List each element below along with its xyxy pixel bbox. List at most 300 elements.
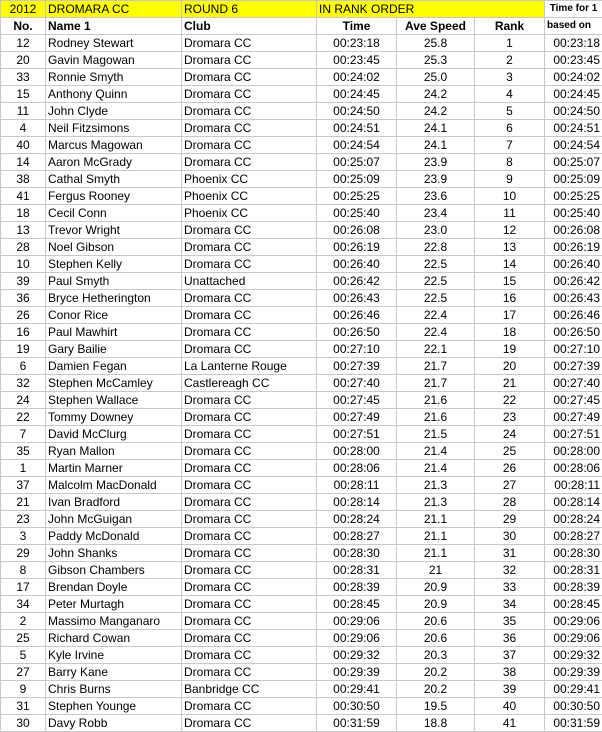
cell-name[interactable]: John Clyde [46,103,182,120]
cell-club[interactable]: Dromara CC [182,494,317,511]
cell-time[interactable]: 00:28:06 [317,460,397,477]
cell-side-time[interactable]: 00:27:51 [545,426,602,443]
cell-club[interactable]: Dromara CC [182,35,317,52]
header-speed[interactable]: Ave Speed [397,18,475,35]
cell-no[interactable]: 9 [1,681,46,698]
cell-speed[interactable]: 23.6 [397,188,475,205]
cell-rank[interactable]: 20 [475,358,545,375]
cell-no[interactable]: 11 [1,103,46,120]
cell-club[interactable]: Dromara CC [182,290,317,307]
cell-no[interactable]: 13 [1,222,46,239]
cell-time[interactable]: 00:24:02 [317,69,397,86]
cell-speed[interactable]: 21.6 [397,409,475,426]
cell-side-time[interactable]: 00:28:00 [545,443,602,460]
cell-name[interactable]: John McGuigan [46,511,182,528]
cell-rank[interactable]: 41 [475,715,545,732]
cell-club[interactable]: Dromara CC [182,528,317,545]
cell-side-time[interactable]: 00:26:43 [545,290,602,307]
cell-speed[interactable]: 24.2 [397,103,475,120]
cell-rank[interactable]: 24 [475,426,545,443]
cell-name[interactable]: David McClurg [46,426,182,443]
header-name[interactable]: Name 1 [46,18,182,35]
cell-no[interactable]: 27 [1,664,46,681]
cell-rank[interactable]: 28 [475,494,545,511]
cell-side-time[interactable]: 00:27:40 [545,375,602,392]
cell-side-time[interactable]: 00:24:51 [545,120,602,137]
cell-club[interactable]: La Lanterne Rouge [182,358,317,375]
cell-name[interactable]: Rodney Stewart [46,35,182,52]
cell-speed[interactable]: 23.0 [397,222,475,239]
cell-no[interactable]: 5 [1,647,46,664]
cell-time[interactable]: 00:28:30 [317,545,397,562]
cell-time[interactable]: 00:25:07 [317,154,397,171]
cell-side-time[interactable]: 00:29:41 [545,681,602,698]
cell-name[interactable]: Peter Murtagh [46,596,182,613]
cell-speed[interactable]: 19.5 [397,698,475,715]
cell-side-time[interactable]: 00:24:45 [545,86,602,103]
cell-side-time[interactable]: 00:26:50 [545,324,602,341]
cell-side-time[interactable]: 00:31:59 [545,715,602,732]
cell-side-time[interactable]: 00:28:06 [545,460,602,477]
cell-side-time[interactable]: 00:28:30 [545,545,602,562]
cell-name[interactable]: Brendan Doyle [46,579,182,596]
cell-time[interactable]: 00:24:50 [317,103,397,120]
cell-no[interactable]: 21 [1,494,46,511]
cell-name[interactable]: Paul Smyth [46,273,182,290]
cell-no[interactable]: 22 [1,409,46,426]
cell-time[interactable]: 00:26:50 [317,324,397,341]
cell-side-time[interactable]: 00:27:10 [545,341,602,358]
cell-speed[interactable]: 21.5 [397,426,475,443]
cell-name[interactable]: Gavin Magowan [46,52,182,69]
cell-rank[interactable]: 6 [475,120,545,137]
cell-time[interactable]: 00:24:54 [317,137,397,154]
cell-no[interactable]: 28 [1,239,46,256]
cell-side-time[interactable]: 00:26:19 [545,239,602,256]
cell-rank[interactable]: 27 [475,477,545,494]
cell-side-time[interactable]: 00:25:07 [545,154,602,171]
cell-club[interactable]: Dromara CC [182,647,317,664]
title-round[interactable]: ROUND 6 [182,1,317,18]
cell-club[interactable]: Dromara CC [182,596,317,613]
cell-side-time[interactable]: 00:27:49 [545,409,602,426]
cell-no[interactable]: 29 [1,545,46,562]
cell-name[interactable]: Ryan Mallon [46,443,182,460]
cell-side-time[interactable]: 00:24:50 [545,103,602,120]
cell-speed[interactable]: 25.0 [397,69,475,86]
table-row [1,698,602,715]
cell-club[interactable]: Dromara CC [182,52,317,69]
cell-speed[interactable]: 20.3 [397,647,475,664]
cell-club[interactable]: Dromara CC [182,426,317,443]
cell-club[interactable]: Dromara CC [182,477,317,494]
cell-time[interactable]: 00:30:50 [317,698,397,715]
cell-side-time[interactable]: 00:27:45 [545,392,602,409]
cell-side-time[interactable]: 00:28:24 [545,511,602,528]
cell-speed[interactable]: 22.8 [397,239,475,256]
cell-no[interactable]: 24 [1,392,46,409]
cell-speed[interactable]: 18.8 [397,715,475,732]
cell-side-time[interactable]: 00:26:08 [545,222,602,239]
cell-speed[interactable]: 21.3 [397,477,475,494]
cell-side-time[interactable]: 00:28:39 [545,579,602,596]
cell-time[interactable]: 00:29:41 [317,681,397,698]
cell-club[interactable]: Castlereagh CC [182,375,317,392]
cell-time[interactable]: 00:23:18 [317,35,397,52]
cell-side-time[interactable]: 00:25:09 [545,171,602,188]
cell-speed[interactable]: 24.1 [397,120,475,137]
cell-club[interactable]: Dromara CC [182,562,317,579]
cell-rank[interactable]: 29 [475,511,545,528]
cell-name[interactable]: Cecil Conn [46,205,182,222]
cell-no[interactable]: 16 [1,324,46,341]
header-side[interactable]: based on [545,18,602,35]
cell-speed[interactable]: 25.8 [397,35,475,52]
cell-name[interactable]: Stephen McCamley [46,375,182,392]
header-no[interactable]: No. [1,18,46,35]
cell-no[interactable]: 36 [1,290,46,307]
cell-rank[interactable]: 35 [475,613,545,630]
cell-time[interactable]: 00:24:45 [317,86,397,103]
cell-no[interactable]: 30 [1,715,46,732]
cell-no[interactable]: 10 [1,256,46,273]
cell-speed[interactable]: 21.7 [397,375,475,392]
cell-time[interactable]: 00:26:42 [317,273,397,290]
cell-time[interactable]: 00:26:46 [317,307,397,324]
cell-rank[interactable]: 16 [475,290,545,307]
cell-rank[interactable]: 17 [475,307,545,324]
cell-rank[interactable]: 10 [475,188,545,205]
cell-rank[interactable]: 18 [475,324,545,341]
cell-club[interactable]: Dromara CC [182,137,317,154]
cell-speed[interactable]: 22.1 [397,341,475,358]
cell-name[interactable]: Trevor Wright [46,222,182,239]
cell-no[interactable]: 14 [1,154,46,171]
cell-club[interactable]: Dromara CC [182,69,317,86]
cell-time[interactable]: 00:29:39 [317,664,397,681]
cell-name[interactable]: Stephen Kelly [46,256,182,273]
cell-rank[interactable]: 40 [475,698,545,715]
cell-speed[interactable]: 21.4 [397,460,475,477]
cell-club[interactable]: Dromara CC [182,698,317,715]
cell-time[interactable]: 00:27:45 [317,392,397,409]
cell-name[interactable]: Chris Burns [46,681,182,698]
cell-name[interactable]: Cathal Smyth [46,171,182,188]
cell-club[interactable]: Dromara CC [182,239,317,256]
cell-side-time[interactable]: 00:29:39 [545,664,602,681]
title-year[interactable]: 2012 [1,1,46,18]
title-order[interactable]: IN RANK ORDER [317,1,545,18]
cell-speed[interactable]: 20.2 [397,681,475,698]
cell-time[interactable]: 00:25:25 [317,188,397,205]
cell-speed[interactable]: 23.9 [397,154,475,171]
cell-name[interactable]: Tommy Downey [46,409,182,426]
cell-club[interactable]: Dromara CC [182,715,317,732]
cell-club[interactable]: Unattached [182,273,317,290]
cell-time[interactable]: 00:24:51 [317,120,397,137]
cell-rank[interactable]: 15 [475,273,545,290]
cell-side-time[interactable]: 00:27:39 [545,358,602,375]
cell-club[interactable]: Dromara CC [182,664,317,681]
cell-club[interactable]: Dromara CC [182,120,317,137]
cell-speed[interactable]: 20.9 [397,596,475,613]
cell-time[interactable]: 00:28:45 [317,596,397,613]
cell-club[interactable]: Dromara CC [182,154,317,171]
cell-side-time[interactable]: 00:26:46 [545,307,602,324]
cell-no[interactable]: 12 [1,35,46,52]
cell-name[interactable]: Ronnie Smyth [46,69,182,86]
cell-name[interactable]: Ivan Bradford [46,494,182,511]
cell-name[interactable]: Massimo Manganaro [46,613,182,630]
cell-time[interactable]: 00:25:40 [317,205,397,222]
cell-no[interactable]: 40 [1,137,46,154]
cell-speed[interactable]: 21.4 [397,443,475,460]
cell-speed[interactable]: 21.3 [397,494,475,511]
cell-club[interactable]: Dromara CC [182,409,317,426]
cell-speed[interactable]: 20.2 [397,664,475,681]
cell-name[interactable]: Anthony Quinn [46,86,182,103]
cell-side-time[interactable]: 00:29:06 [545,613,602,630]
cell-rank[interactable]: 31 [475,545,545,562]
cell-time[interactable]: 00:23:45 [317,52,397,69]
cell-rank[interactable]: 3 [475,69,545,86]
cell-name[interactable]: Paul Mawhirt [46,324,182,341]
cell-rank[interactable]: 13 [475,239,545,256]
cell-club[interactable]: Dromara CC [182,324,317,341]
cell-speed[interactable]: 22.5 [397,290,475,307]
cell-name[interactable]: Bryce Hetherington [46,290,182,307]
cell-no[interactable]: 18 [1,205,46,222]
cell-rank[interactable]: 9 [475,171,545,188]
cell-time[interactable]: 00:28:11 [317,477,397,494]
cell-side-time[interactable]: 00:29:06 [545,630,602,647]
cell-time[interactable]: 00:31:59 [317,715,397,732]
cell-time[interactable]: 00:27:39 [317,358,397,375]
cell-rank[interactable]: 39 [475,681,545,698]
cell-time[interactable]: 00:26:43 [317,290,397,307]
cell-rank[interactable]: 7 [475,137,545,154]
cell-rank[interactable]: 22 [475,392,545,409]
cell-side-time[interactable]: 00:23:18 [545,35,602,52]
cell-rank[interactable]: 11 [475,205,545,222]
cell-time[interactable]: 00:28:39 [317,579,397,596]
cell-side-time[interactable]: 00:28:45 [545,596,602,613]
cell-rank[interactable]: 5 [475,103,545,120]
cell-time[interactable]: 00:29:32 [317,647,397,664]
cell-rank[interactable]: 25 [475,443,545,460]
cell-no[interactable]: 34 [1,596,46,613]
cell-time[interactable]: 00:27:40 [317,375,397,392]
cell-no[interactable]: 7 [1,426,46,443]
cell-no[interactable]: 1 [1,460,46,477]
cell-club[interactable]: Dromara CC [182,460,317,477]
cell-name[interactable]: Noel Gibson [46,239,182,256]
cell-name[interactable]: Conor Rice [46,307,182,324]
cell-rank[interactable]: 4 [475,86,545,103]
cell-name[interactable]: John Shanks [46,545,182,562]
cell-time[interactable]: 00:28:24 [317,511,397,528]
cell-no[interactable]: 32 [1,375,46,392]
cell-name[interactable]: Gibson Chambers [46,562,182,579]
cell-time[interactable]: 00:29:06 [317,613,397,630]
cell-name[interactable]: Kyle Irvine [46,647,182,664]
cell-no[interactable]: 41 [1,188,46,205]
cell-side-time[interactable]: 00:28:11 [545,477,602,494]
header-rank[interactable]: Rank [475,18,545,35]
cell-name[interactable]: Gary Bailie [46,341,182,358]
cell-no[interactable]: 20 [1,52,46,69]
cell-rank[interactable]: 26 [475,460,545,477]
cell-side-time[interactable]: 00:26:42 [545,273,602,290]
cell-side-time[interactable]: 00:30:50 [545,698,602,715]
cell-time[interactable]: 00:27:49 [317,409,397,426]
header-time[interactable]: Time [317,18,397,35]
cell-name[interactable]: Neil Fitzsimons [46,120,182,137]
cell-name[interactable]: Martin Marner [46,460,182,477]
header-club[interactable]: Club [182,18,317,35]
cell-time[interactable]: 00:26:08 [317,222,397,239]
cell-club[interactable]: Dromara CC [182,86,317,103]
cell-rank[interactable]: 36 [475,630,545,647]
cell-rank[interactable]: 8 [475,154,545,171]
cell-side-time[interactable]: 00:28:14 [545,494,602,511]
cell-speed[interactable]: 20.9 [397,579,475,596]
cell-speed[interactable]: 23.9 [397,171,475,188]
cell-speed[interactable]: 23.4 [397,205,475,222]
cell-rank[interactable]: 33 [475,579,545,596]
cell-no[interactable]: 4 [1,120,46,137]
cell-time[interactable]: 00:28:27 [317,528,397,545]
cell-name[interactable]: Marcus Magowan [46,137,182,154]
cell-time[interactable]: 00:28:00 [317,443,397,460]
cell-no[interactable]: 31 [1,698,46,715]
cell-rank[interactable]: 1 [475,35,545,52]
cell-side-time[interactable]: 00:25:25 [545,188,602,205]
cell-time[interactable]: 00:28:31 [317,562,397,579]
cell-no[interactable]: 38 [1,171,46,188]
cell-rank[interactable]: 2 [475,52,545,69]
cell-no[interactable]: 35 [1,443,46,460]
cell-club[interactable]: Dromara CC [182,103,317,120]
cell-club[interactable]: Dromara CC [182,613,317,630]
cell-rank[interactable]: 34 [475,596,545,613]
cell-club[interactable]: Dromara CC [182,256,317,273]
cell-time[interactable]: 00:26:40 [317,256,397,273]
cell-no[interactable]: 17 [1,579,46,596]
cell-speed[interactable]: 22.5 [397,273,475,290]
cell-no[interactable]: 26 [1,307,46,324]
cell-no[interactable]: 25 [1,630,46,647]
cell-name[interactable]: Richard Cowan [46,630,182,647]
cell-speed[interactable]: 21.6 [397,392,475,409]
cell-rank[interactable]: 19 [475,341,545,358]
cell-club[interactable]: Dromara CC [182,392,317,409]
title-club[interactable]: DROMARA CC [46,1,182,18]
cell-speed[interactable]: 24.2 [397,86,475,103]
cell-rank[interactable]: 23 [475,409,545,426]
cell-name[interactable]: Davy Robb [46,715,182,732]
cell-speed[interactable]: 21 [397,562,475,579]
cell-side-time[interactable]: 00:23:45 [545,52,602,69]
cell-no[interactable]: 8 [1,562,46,579]
cell-side-time[interactable]: 00:26:40 [545,256,602,273]
cell-no[interactable]: 23 [1,511,46,528]
cell-rank[interactable]: 14 [475,256,545,273]
cell-name[interactable]: Malcolm MacDonald [46,477,182,494]
cell-speed[interactable]: 22.5 [397,256,475,273]
cell-name[interactable]: Aaron McGrady [46,154,182,171]
cell-club[interactable]: Banbridge CC [182,681,317,698]
cell-speed[interactable]: 25.3 [397,52,475,69]
cell-rank[interactable]: 38 [475,664,545,681]
cell-club[interactable]: Phoenix CC [182,188,317,205]
cell-time[interactable]: 00:26:19 [317,239,397,256]
cell-side-time[interactable]: 00:29:32 [545,647,602,664]
cell-rank[interactable]: 32 [475,562,545,579]
cell-speed[interactable]: 22.4 [397,307,475,324]
cell-club[interactable]: Dromara CC [182,443,317,460]
cell-side-time[interactable]: 00:28:27 [545,528,602,545]
cell-no[interactable]: 2 [1,613,46,630]
cell-speed[interactable]: 24.1 [397,137,475,154]
cell-no[interactable]: 6 [1,358,46,375]
cell-side-time[interactable]: 00:24:02 [545,69,602,86]
cell-time[interactable]: 00:25:09 [317,171,397,188]
cell-name[interactable]: Stephen Younge [46,698,182,715]
cell-side-time[interactable]: 00:24:54 [545,137,602,154]
cell-no[interactable]: 39 [1,273,46,290]
cell-rank[interactable]: 30 [475,528,545,545]
cell-club[interactable]: Dromara CC [182,511,317,528]
cell-no[interactable]: 33 [1,69,46,86]
cell-time[interactable]: 00:28:14 [317,494,397,511]
cell-club[interactable]: Dromara CC [182,341,317,358]
cell-no[interactable]: 3 [1,528,46,545]
cell-club[interactable]: Dromara CC [182,222,317,239]
cell-speed[interactable]: 21.1 [397,511,475,528]
cell-no[interactable]: 19 [1,341,46,358]
cell-name[interactable]: Stephen Wallace [46,392,182,409]
cell-speed[interactable]: 20.6 [397,630,475,647]
cell-rank[interactable]: 21 [475,375,545,392]
title-side-note[interactable]: Time for 1 [545,1,602,18]
cell-name[interactable]: Paddy McDonald [46,528,182,545]
cell-name[interactable]: Barry Kane [46,664,182,681]
cell-side-time[interactable]: 00:28:31 [545,562,602,579]
cell-speed[interactable]: 21.1 [397,545,475,562]
cell-no[interactable]: 15 [1,86,46,103]
cell-rank[interactable]: 37 [475,647,545,664]
cell-time[interactable]: 00:27:51 [317,426,397,443]
cell-club[interactable]: Phoenix CC [182,171,317,188]
cell-club[interactable]: Dromara CC [182,630,317,647]
cell-rank[interactable]: 12 [475,222,545,239]
cell-time[interactable]: 00:29:06 [317,630,397,647]
cell-side-time[interactable]: 00:25:40 [545,205,602,222]
cell-speed[interactable]: 21.1 [397,528,475,545]
cell-time[interactable]: 00:27:10 [317,341,397,358]
cell-club[interactable]: Dromara CC [182,579,317,596]
cell-no[interactable]: 37 [1,477,46,494]
cell-name[interactable]: Fergus Rooney [46,188,182,205]
cell-club[interactable]: Phoenix CC [182,205,317,222]
cell-speed[interactable]: 22.4 [397,324,475,341]
cell-name[interactable]: Damien Fegan [46,358,182,375]
cell-club[interactable]: Dromara CC [182,307,317,324]
cell-speed[interactable]: 20.6 [397,613,475,630]
cell-club[interactable]: Dromara CC [182,545,317,562]
cell-speed[interactable]: 21.7 [397,358,475,375]
